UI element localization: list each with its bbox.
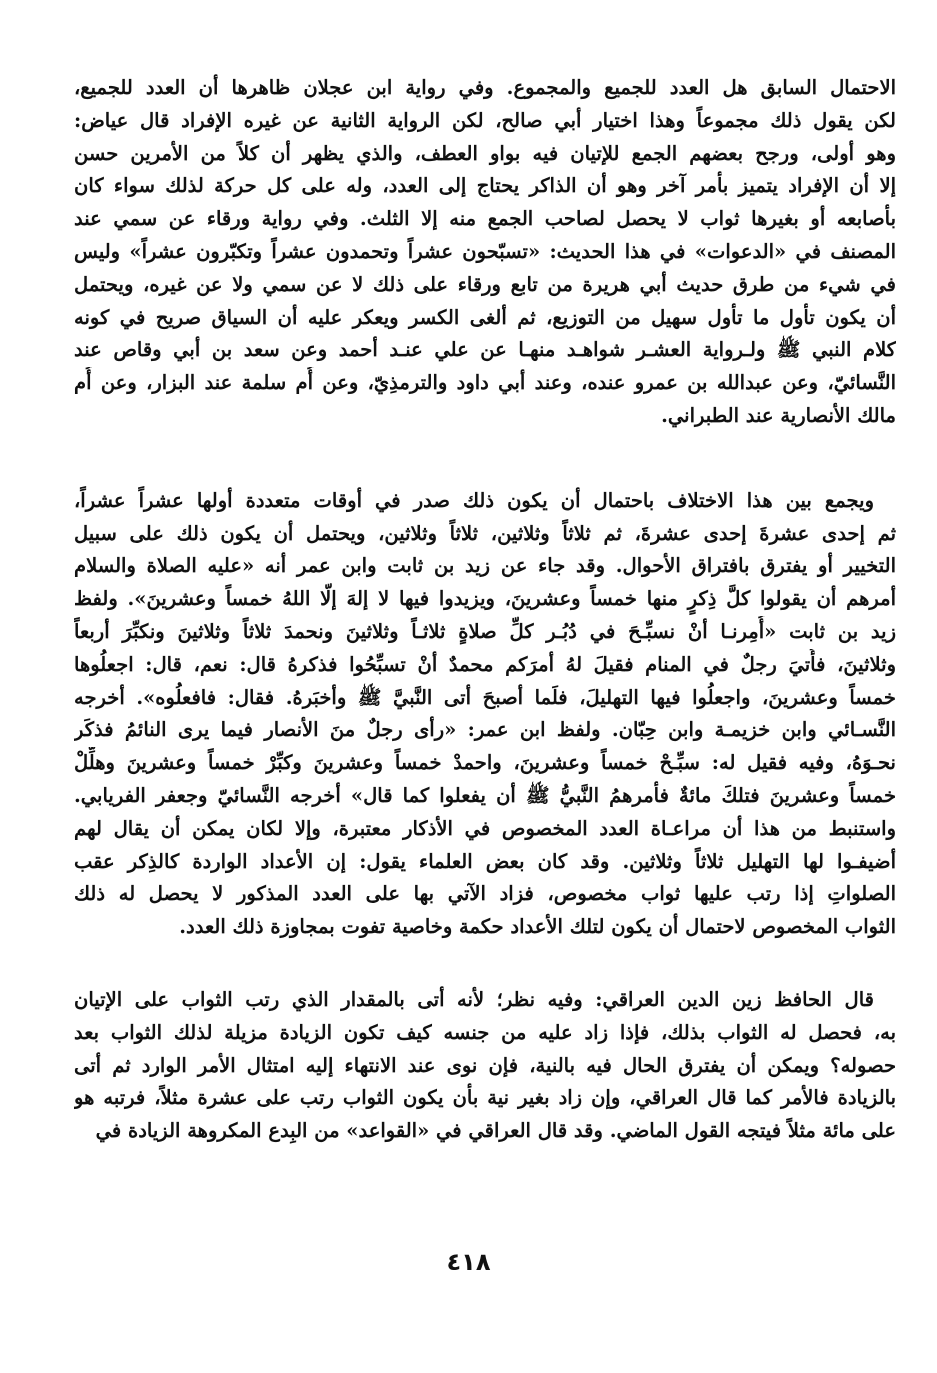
paragraph-2 bbox=[74, 485, 896, 944]
text-line: بالزيادة فالأمر كما قال العراقي، وإن زاد بغير نية بأن يكون الثواب رتب على عشرة مثلاً، فرتبه هو bbox=[74, 1086, 896, 1110]
paragraph-gap bbox=[74, 944, 896, 984]
text-line: به، فحصل له الثواب بذلك، فإذا زاد عليه من جنسه كيف تكون الزيادة مزيلة لذلك الثواب بعد bbox=[74, 1020, 896, 1044]
text-line: وثلاثينَ، فأُتيَ رجلٌ في المنام فقيلَ لهُ أمرَكم محمدٌ أنْ تسبِّحُوا فذكرهُ قال: نعم، قال: اجعلُوها bbox=[74, 652, 896, 676]
paragraph-1 bbox=[74, 72, 896, 433]
text-line: المصنف في «الدعوات» في هذا الحديث: «تسبّحون عشراً وتحمدون عشراً وتكبّرون عشراً» وليس bbox=[74, 239, 896, 263]
text-line: النَّسائيّ، وعن عبدالله بن عمرو عنده، وعند أبي داود والترمذِيّ، وعن أُم سلمة عند البزار، وعن أُم bbox=[74, 371, 896, 395]
page-number: ٤١٨ bbox=[446, 1248, 491, 1276]
text-line: على مائة مثلاً فيتجه القول الماضي. وقد قال العراقي في «القواعد» من البِدع المكروهة الزيادة في bbox=[95, 1119, 896, 1143]
text-line: زيد بن ثابت «أُمِرنـا أنْ نسبِّـحَ في دُبُـر كلِّ صلاةٍ ثلاثـاً وثلاثينَ ونحمدَ ثلاثاً وثلاثينَ ونكبِّرَ أربعاً bbox=[74, 619, 896, 643]
text-line: أمرهم أن يقولوا كلَّ ذِكرٍ منها خمساً وعشرينَ، ويزيدوا فيها لا إلهَ إلّا اللهُ خمساً وعشرينَ». ولفظ bbox=[74, 587, 896, 611]
text-line: خمساً وعشرينَ، واجعلُوا فيها التهليلَ، فلَما أصبحَ أتى النَّبيَّ ﷺ وأخبَرهُ. فقال: فافعلُوه». أخرجه bbox=[74, 685, 896, 709]
text-line: أضيفـوا لها التهليل ثلاثاً وثلاثين. وقد كان بعض العلماء يقول: إن الأعداد الواردة كالذِكر عقب bbox=[74, 849, 896, 873]
text-line: ثم إحدى عشرةَ إحدى عشرةَ، ثم ثلاثاً وثلاثين، ثلاثاً وثلاثين، ويحتمل أن يكون ذلك على سبيل bbox=[74, 521, 896, 545]
text-line: ويجمع بين هذا الاختلاف باحتمال أن يكون ذلك صدر في أوقات متعددة أولها عشراً عشراً، bbox=[74, 488, 874, 512]
text-line: بأصابعه أو بغيرها ثواب لا يحصل لصاحب الجمع منه إلا الثلث. وفي رواية ورقاء عن سمي عند bbox=[74, 207, 896, 231]
text-line: كلام النبي ﷺ ولـرواية العشـر شواهـد منهـا عن علي عنـد أحمد وعن سعد بن أبي وقاص عند bbox=[74, 338, 896, 362]
text-line: حصوله؟ ويمكن أن يفترق الحال فيه بالنية، فإن نوى عند الانتهاء إليه امتثال الأمر الوارد ثم أتى bbox=[74, 1053, 896, 1077]
text-line: خمساً وعشرينَ فتلكَ مائةٌ فأمرهمُ النَّبيُّ ﷺ أن يفعلوا كما قال» أخرجه النَّسائيّ وجعفر الفريابي. bbox=[74, 783, 896, 807]
text-line: قال الحافظ زين الدين العراقي: وفيه نظر؛ لأنه أتى بالمقدار الذي رتب الثواب على الإتيان bbox=[74, 987, 874, 1011]
text-line: إلا أن الإفراد يتميز بأمر آخر وهو أن الذاكر يحتاج إلى العدد، وله على كل حركة لذلك سواء كان bbox=[74, 174, 896, 198]
text-line: نحـوَهُ، وفيه فقيل له: سبِّـحْ خمساً وعشرينَ، واحمدْ خمساً وعشرينَ وكبِّرْ خمساً وعشرينَ وهلِّلْ bbox=[74, 751, 896, 775]
text-line: واستنبط من هذا أن مراعـاة العدد المخصوص في الأذكار معتبرة، وإلا لكان يمكن أن يقال لهم bbox=[74, 816, 896, 840]
text-line: في شيء من طرق حديث أبي هريرة من تابع ورقاء على ذلك لا عن سمي ولا عن غيره، ويحتمل bbox=[74, 272, 896, 296]
paragraph-gap bbox=[74, 433, 896, 485]
text-line: وهو أولى، ورجح بعضهم الجمع للإتيان فيه بواو العطف، والذي يظهر أن كلاً من الأمرين حسن bbox=[74, 141, 896, 165]
text-line: لكن يقول ذلك مجموعاً وهذا اختيار أبي صالح، لكن الرواية الثانية عن غيره الإفراد قال عياض: bbox=[74, 108, 896, 132]
text-line: الصلواتِ إذا رتب عليها ثواب مخصوص، فزاد الآتي بها على العدد المذكور لا يحصل له ذلك bbox=[74, 882, 896, 906]
text-line: أن يكون تأول ما تأول سهيل من التوزيع، ثم ألغى الكسر ويعكر عليه أن السياق صريح في كونه bbox=[74, 305, 896, 329]
text-line: التخيير أو يفترق بافتراق الأحوال. وقد جاء عن زيد بن ثابت وابن عمر أنه «عليه الصلاة والسلام bbox=[74, 554, 896, 578]
text-line: النَّسـائي وابن خزيمـة وابن حِبّان. ولفظ ابن عمر: «رأى رجلٌ منَ الأنصار فيما يرى النائمُ فذكَر bbox=[74, 718, 896, 742]
text-line: الثواب المخصوص لاحتمال أن يكون لتلك الأعداد حكمة وخاصية تفوت بمجاوزة ذلك العدد. bbox=[179, 915, 896, 939]
paragraph-3 bbox=[74, 984, 896, 1148]
text-line: مالك الأنصارية عند الطبراني. bbox=[661, 403, 896, 427]
text-line: الاحتمال السابق هل العدد للجميع والمجموع. وفي رواية ابن عجلان ظاهرها أن العدد للجميع، bbox=[74, 76, 896, 99]
book-page-body bbox=[74, 72, 896, 1148]
